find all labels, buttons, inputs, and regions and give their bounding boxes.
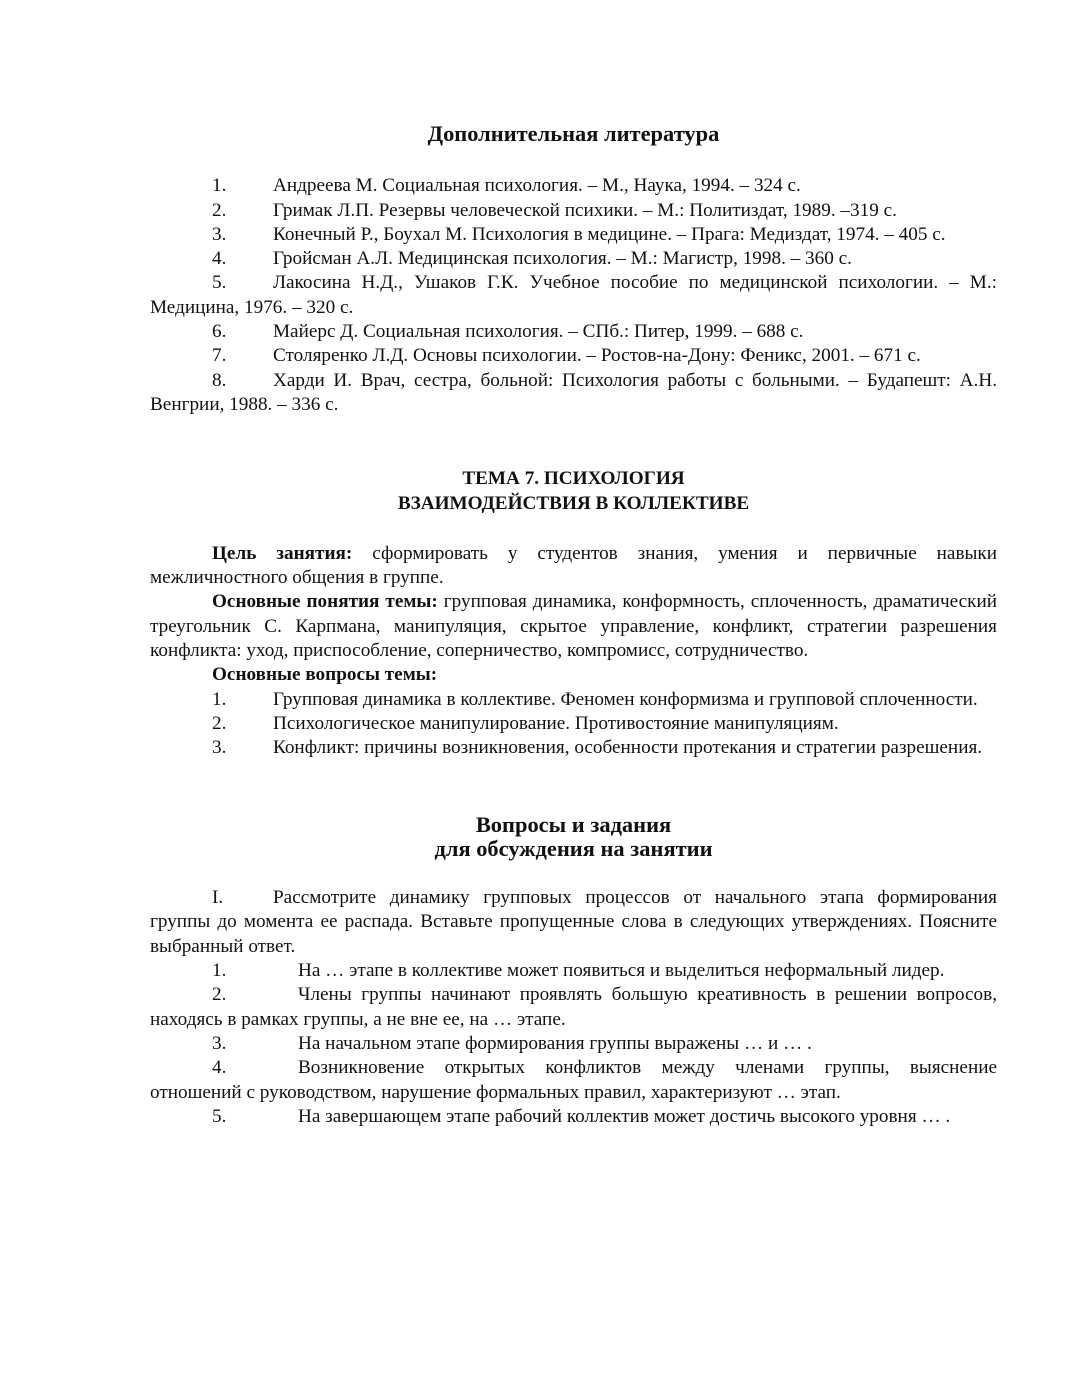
reference-number: 5. xyxy=(212,272,227,294)
key-question-text: Конфликт: причины возникновения, особенности протекания и стратегии разрешения. xyxy=(273,737,983,759)
task-item xyxy=(150,1056,997,1105)
tasks-heading-line2: для обсуждения на занятии xyxy=(434,835,713,861)
reference-text: Майерс Д. Социальная психология. – СПб.: Питер, 1999. – 688 с. xyxy=(273,321,804,343)
task-number: 5. xyxy=(212,1105,227,1127)
task-text: На начальном этапе формирования группы выражены … и … . xyxy=(298,1032,812,1054)
key-question-number: 2. xyxy=(212,712,227,734)
tasks-heading xyxy=(150,813,997,862)
topic-title-line1: ТЕМА 7. ПСИХОЛОГИЯ xyxy=(462,468,685,490)
tasks-list xyxy=(150,959,997,1129)
reference-number: 6. xyxy=(212,321,227,343)
task-item xyxy=(150,959,997,983)
reference-item xyxy=(150,320,997,344)
topic-title xyxy=(150,467,997,516)
key-question-item xyxy=(150,712,997,736)
task-number: 2. xyxy=(212,984,227,1006)
key-question-text: Групповая динамика в коллективе. Феномен конформизма и групповой сплоченности. xyxy=(273,688,978,710)
tasks-intro xyxy=(150,886,997,959)
reference-item xyxy=(150,247,997,271)
tasks-intro-number: I. xyxy=(212,887,224,909)
reference-number: 8. xyxy=(212,369,227,391)
task-text: На … этапе в коллективе может появиться и выделиться неформальный лидер. xyxy=(298,960,945,982)
key-concepts-text: групповая динамика, конформность, сплоченность, драматический треугольник С. Карпмана, манипуляция, скрытое управление, конфликт, стратегии разрешения конфликта: уход, приспособление, соперничество, компромисс, сотрудничество. xyxy=(150,591,997,662)
reference-number: 4. xyxy=(212,248,227,270)
reference-text: Харди И. Врач, сестра, больной: Психология работы с больными. – Будапешт: А.Н. Венгрии, 1988. – 336 с. xyxy=(150,369,997,415)
reference-text: Гройсман А.Л. Медицинская психология. – М.: Магистр, 1998. – 360 с. xyxy=(273,248,852,270)
reference-number: 7. xyxy=(212,345,227,367)
task-text: Возникновение открытых конфликтов между членами группы, выяснение отношений с руководством, нарушение формальных правил, характеризуют … этап. xyxy=(150,1057,997,1103)
references-list xyxy=(150,174,997,417)
task-text: Члены группы начинают проявлять большую креативность в решении вопросов, находясь в рамках группы, а не вне ее, на … этапе. xyxy=(150,984,997,1030)
references-heading: Дополнительная литература xyxy=(427,121,720,146)
reference-text: Столяренко Л.Д. Основы психологии. – Ростов-на-Дону: Феникс, 2001. – 671 с. xyxy=(273,345,921,367)
key-question-number: 1. xyxy=(212,688,227,710)
reference-text: Конечный Р., Боухал М. Психология в медицине. – Прага: Медиздат, 1974. – 405 с. xyxy=(273,223,946,245)
page-content xyxy=(150,122,997,1129)
key-question-item xyxy=(150,688,997,712)
reference-text: Гримак Л.П. Резервы человеческой психики. – М.: Политиздат, 1989. –319 с. xyxy=(273,199,897,221)
key-questions-list xyxy=(150,688,997,761)
key-concepts-label: Основные понятия темы: xyxy=(212,591,438,613)
reference-number: 3. xyxy=(212,223,227,245)
task-item xyxy=(150,1032,997,1056)
reference-item xyxy=(150,369,997,418)
reference-item xyxy=(150,174,997,198)
reference-item xyxy=(150,223,997,247)
key-concepts xyxy=(150,590,997,663)
key-question-item xyxy=(150,736,997,760)
task-number: 1. xyxy=(212,960,227,982)
tasks-heading-line1: Вопросы и задания xyxy=(475,811,672,837)
lesson-goal-label: Цель занятия: xyxy=(212,542,353,564)
task-number: 3. xyxy=(212,1032,227,1054)
lesson-goal xyxy=(150,542,997,591)
reference-item xyxy=(150,271,997,320)
key-question-text: Психологическое манипулирование. Противостояние манипуляциям. xyxy=(273,712,839,734)
task-item xyxy=(150,1105,997,1129)
key-question-number: 3. xyxy=(212,737,227,759)
reference-number: 1. xyxy=(212,175,227,197)
tasks-intro-text: Рассмотрите динамику групповых процессов от начального этапа формирования группы до момента ее распада. Вставьте пропущенные слова в следующих утверждениях. Поясните выбранный ответ. xyxy=(150,887,997,957)
task-text: На завершающем этапе рабочий коллектив может достичь высокого уровня … . xyxy=(298,1105,951,1127)
reference-item xyxy=(150,344,997,368)
key-questions-heading: Основные вопросы темы: xyxy=(212,664,438,686)
task-item xyxy=(150,983,997,1032)
reference-text: Андреева М. Социальная психология. – М., Наука, 1994. – 324 с. xyxy=(273,175,801,197)
reference-item xyxy=(150,199,997,223)
topic-title-line2: ВЗАИМОДЕЙСТВИЯ В КОЛЛЕКТИВЕ xyxy=(397,492,750,514)
reference-number: 2. xyxy=(212,199,227,221)
task-number: 4. xyxy=(212,1057,227,1079)
lesson-goal-text: сформировать у студентов знания, умения и первичные навыки межличностного общения в группе. xyxy=(150,542,997,589)
reference-text: Лакосина Н.Д., Ушаков Г.К. Учебное пособие по медицинской психологии. – М.: Медицина, 1976. – 320 с. xyxy=(150,272,997,318)
